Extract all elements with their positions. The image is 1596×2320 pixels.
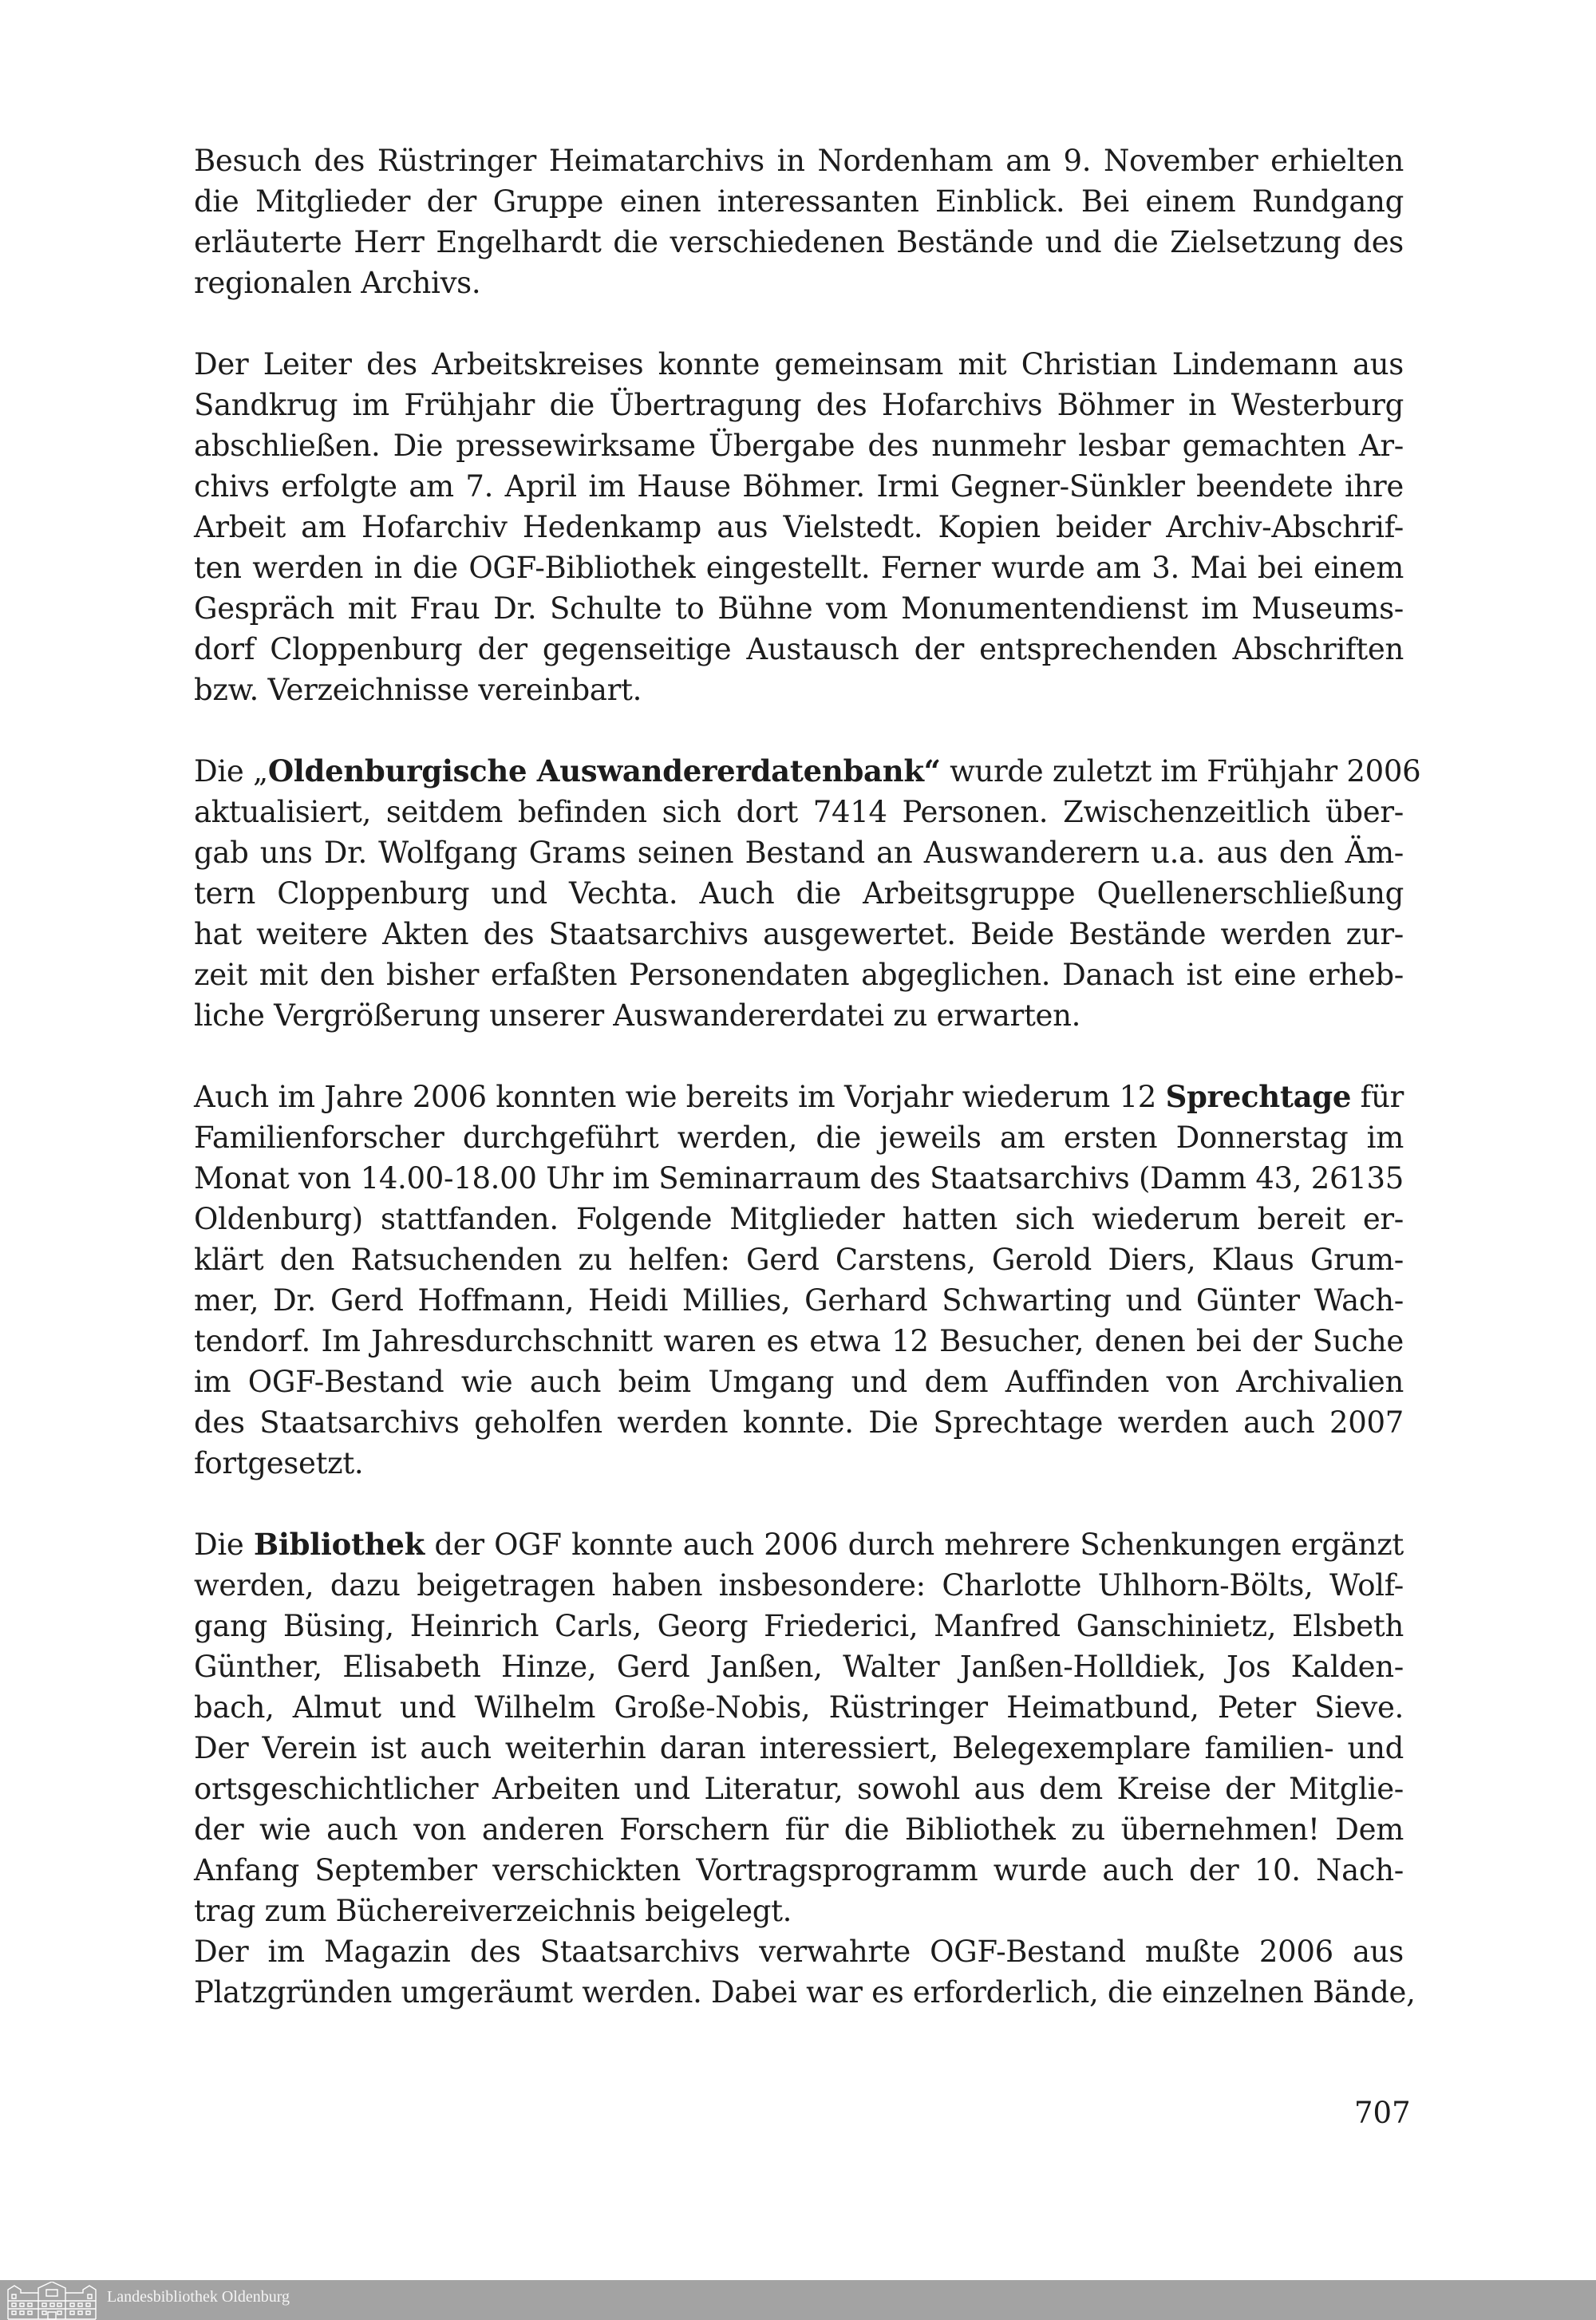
- text-line: Günther, Elisabeth Hinze, Gerd Janßen, Walter Janßen-Holldiek, Jos Kalden-: [194, 1650, 1404, 1684]
- text-line: Anfang September verschickten Vortragsprogramm wurde auch der 10. Nach-: [194, 1853, 1404, 1887]
- text-line: bach, Almut und Wilhelm Große-Nobis, Rüstringer Heimatbund, Peter Sieve.: [194, 1690, 1404, 1725]
- text-line: trag zum Büchereiverzeichnis beigelegt.: [194, 1894, 792, 1928]
- text-line: der wie auch von anderen Forschern für die Bibliothek zu übernehmen! Dem: [194, 1812, 1404, 1847]
- text-line: Arbeit am Hofarchiv Hedenkamp aus Vielstedt. Kopien beider Archiv-Abschrif-: [194, 510, 1404, 544]
- text-run: wurde zuletzt im Frühjahr 2006: [940, 754, 1421, 788]
- library-building-icon: [6, 2282, 98, 2320]
- text-run: Die: [194, 1528, 254, 1562]
- bold-term-sprechtage: Sprechtage: [1165, 1079, 1352, 1114]
- text-line: klärt den Ratsuchenden zu helfen: Gerd Carstens, Gerold Diers, Klaus Grum-: [194, 1243, 1404, 1277]
- paragraph-auswandererdatenbank: [194, 751, 1421, 1036]
- text-line: ten werden in die OGF-Bibliothek eingestellt. Ferner wurde am 3. Mai bei einem: [194, 551, 1404, 585]
- text-line: Monat von 14.00-18.00 Uhr im Seminarraum des Staatsarchivs (Damm 43, 26135: [194, 1161, 1404, 1196]
- text-line: Besuch des Rüstringer Heimatarchivs in Nordenham am 9. November erhielten: [194, 144, 1404, 178]
- bold-term-auswandererdatenbank: Oldenburgische Auswandererdatenbank“: [267, 753, 941, 788]
- text-run: Auch im Jahre 2006 konnten wie bereits im Vorjahr wiederum 12: [194, 1080, 1166, 1114]
- text-run: für: [1351, 1080, 1404, 1114]
- bold-term-bibliothek: Bibliothek: [253, 1527, 425, 1562]
- text-line: Sandkrug im Frühjahr die Übertragung des Hofarchivs Böhmer in Westerburg: [194, 388, 1404, 422]
- text-line: Oldenburg) stattfanden. Folgende Mitglieder hatten sich wiederum bereit er-: [194, 1202, 1404, 1236]
- text-line: Gespräch mit Frau Dr. Schulte to Bühne vom Monumentendienst im Museums-: [194, 591, 1404, 626]
- text-line: [194, 1077, 1404, 1117]
- text-line: chivs erfolgte am 7. April im Hause Böhmer. Irmi Gegner-Sünkler beendete ihre: [194, 469, 1404, 504]
- text-run: der OGF konnte auch 2006 durch mehrere Schenkungen ergänzt: [425, 1528, 1404, 1562]
- text-line: ortsgeschichtlicher Arbeiten und Literatur, sowohl aus dem Kreise der Mitglie-: [194, 1772, 1404, 1806]
- text-line: zeit mit den bisher erfaßten Personendaten abgeglichen. Danach ist eine erheb-: [194, 958, 1404, 992]
- text-line: Platzgründen umgeräumt werden. Dabei war es erforderlich, die einzelnen Bände,: [194, 1975, 1416, 2010]
- text-run: Die „: [194, 754, 268, 788]
- text-line: [194, 1524, 1404, 1565]
- page-number: 707: [1354, 2096, 1411, 2130]
- text-line: gab uns Dr. Wolfgang Grams seinen Bestand an Auswanderern u.a. aus den Äm-: [194, 836, 1404, 870]
- text-line: tern Cloppenburg und Vechta. Auch die Arbeitsgruppe Quellenerschließung: [194, 876, 1404, 911]
- paragraph-magazin: [194, 1931, 1416, 2013]
- page-body: [194, 140, 1421, 2013]
- text-line: des Staatsarchivs geholfen werden konnte. Die Sprechtage werden auch 2007: [194, 1405, 1404, 1440]
- text-line: Der im Magazin des Staatsarchivs verwahrte OGF-Bestand mußte 2006 aus: [194, 1935, 1404, 1969]
- text-line: Familienforscher durchgeführt werden, die jeweils am ersten Donnerstag im: [194, 1120, 1404, 1155]
- text-line: abschließen. Die pressewirksame Übergabe des nunmehr lesbar gemachten Ar-: [194, 429, 1404, 463]
- text-line: erläuterte Herr Engelhardt die verschiedenen Bestände und die Zielsetzung des: [194, 225, 1404, 259]
- text-line: dorf Cloppenburg der gegenseitige Austausch der entsprechenden Abschriften: [194, 632, 1404, 666]
- text-line: Der Verein ist auch weiterhin daran interessiert, Belegexemplare familien- und: [194, 1731, 1404, 1765]
- text-line: gang Büsing, Heinrich Carls, Georg Friederici, Manfred Ganschinietz, Elsbeth: [194, 1609, 1404, 1643]
- text-line: werden, dazu beigetragen haben insbesondere: Charlotte Uhlhorn-Bölts, Wolf-: [194, 1568, 1404, 1603]
- text-line: mer, Dr. Gerd Hoffmann, Heidi Millies, Gerhard Schwarting und Günter Wach-: [194, 1283, 1404, 1318]
- text-line: hat weitere Akten des Staatsarchivs ausgewertet. Beide Bestände werden zur-: [194, 917, 1404, 951]
- text-line: liche Vergrößerung unserer Auswandererdatei zu erwarten.: [194, 998, 1081, 1033]
- text-line: Der Leiter des Arbeitskreises konnte gemeinsam mit Christian Lindemann aus: [194, 347, 1404, 381]
- paragraph-archive-visit: [194, 140, 1404, 303]
- text-line: im OGF-Bestand wie auch beim Umgang und dem Auffinden von Archivalien: [194, 1365, 1404, 1399]
- text-line: aktualisiert, seitdem befinden sich dort 7414 Personen. Zwischenzeitlich über-: [194, 795, 1404, 829]
- paragraph-hofarchiv: [194, 344, 1404, 710]
- text-line: tendorf. Im Jahresdurchschnitt waren es etwa 12 Besucher, denen bei der Suche: [194, 1324, 1404, 1358]
- text-line: regionalen Archivs.: [194, 266, 481, 300]
- paragraph-bibliothek: [194, 1524, 1404, 1931]
- footer-bar: [0, 2280, 1596, 2320]
- text-line: bzw. Verzeichnisse vereinbart.: [194, 673, 642, 707]
- text-line: die Mitglieder der Gruppe einen interessanten Einblick. Bei einem Rundgang: [194, 184, 1404, 219]
- text-line: fortgesetzt.: [194, 1446, 364, 1480]
- text-line: [194, 751, 1421, 792]
- paragraph-sprechtage: [194, 1077, 1404, 1484]
- footer-library-name: Landesbibliothek Oldenburg: [107, 2288, 290, 2306]
